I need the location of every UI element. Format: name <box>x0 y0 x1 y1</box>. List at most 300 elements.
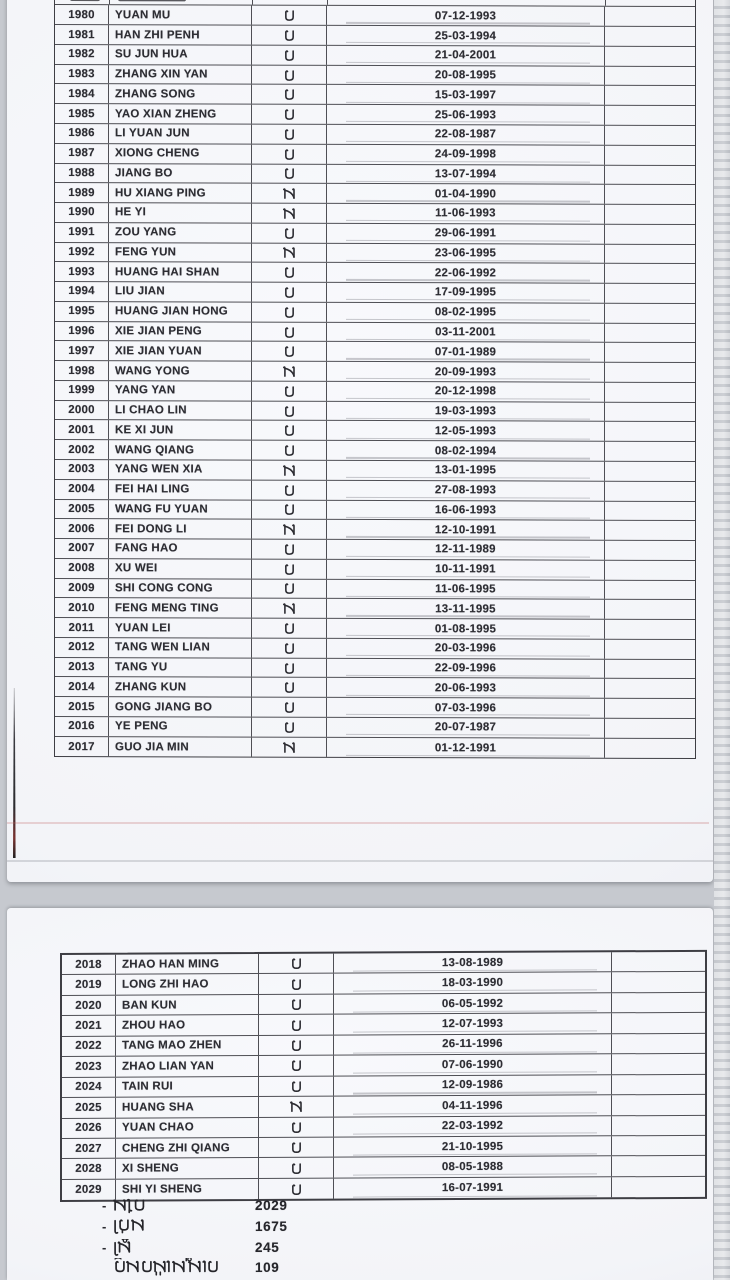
cell-name: XI SHENG <box>116 1158 259 1178</box>
cell-name: LONG ZHI HAO <box>116 974 259 994</box>
gender-male-khmer-bo-glyph <box>289 1120 304 1135</box>
gender-male-khmer-bo-glyph <box>282 87 297 102</box>
cell-name: HUANG HAI SHAN <box>109 263 252 282</box>
cell-name: YANG WEN XIA <box>109 460 252 479</box>
cell-name: HUANG JIAN HONG <box>109 302 252 321</box>
cell-no: 1990 <box>55 203 109 222</box>
dash-bullet: - <box>102 1218 107 1234</box>
gender-male-khmer-bo-glyph <box>289 1079 304 1094</box>
khmer-word-male-glyphs <box>112 1217 145 1235</box>
cell-name: ZHAO LIAN YAN <box>116 1056 259 1076</box>
gender-male-khmer-bo-glyph <box>289 997 304 1012</box>
roster-table-page2 <box>60 950 707 1202</box>
cell-blank <box>612 972 705 992</box>
cell-name: TAIN RUI <box>116 1077 259 1097</box>
cell-blank <box>605 422 695 441</box>
cell-dob: 13-11-1995 <box>327 599 605 619</box>
table-row <box>55 381 695 403</box>
cell-gender <box>252 6 327 25</box>
cell-no: 2005 <box>55 500 109 519</box>
cell-dob: 18-03-1990 <box>334 973 612 994</box>
cell-name: WANG FU YUAN <box>109 500 252 519</box>
cell-no: 2013 <box>55 658 109 677</box>
cell-gender <box>252 263 327 282</box>
dash-bullet: - <box>102 1197 107 1213</box>
cell-gender <box>252 105 327 124</box>
cell-dob: 21-04-2001 <box>327 46 605 66</box>
cell-blank <box>605 501 695 520</box>
cell-no: 2028 <box>62 1159 116 1179</box>
cell-gender <box>252 283 327 302</box>
cell-blank <box>605 86 695 105</box>
cell-blank <box>612 1136 705 1156</box>
table-row <box>55 84 695 106</box>
gender-male-khmer-bo-glyph <box>282 265 297 280</box>
table-row <box>55 124 695 146</box>
cell-no: 1993 <box>55 262 109 281</box>
cell-blank <box>605 343 695 362</box>
summary-value-total: 2029 <box>255 1197 288 1213</box>
cell-no: 2023 <box>62 1057 116 1077</box>
cell-gender <box>252 184 327 203</box>
cell-no: 1998 <box>55 361 109 380</box>
cell-blank <box>605 66 695 85</box>
gender-male-khmer-bo-glyph <box>282 28 297 43</box>
gender-male-khmer-bo-glyph <box>282 423 297 438</box>
cell-blank <box>605 442 695 461</box>
gender-male-khmer-bo-glyph <box>289 1038 304 1053</box>
cutoff-text-smudge <box>118 0 186 1</box>
table-row <box>55 341 695 363</box>
khmer-word-unspecified-glyphs <box>112 1258 218 1276</box>
table-row <box>55 401 695 423</box>
cell-gender <box>252 65 327 84</box>
cell-no: 2022 <box>62 1036 116 1056</box>
cell-name: HAN ZHI PENH <box>109 25 252 44</box>
cell-gender <box>252 223 327 242</box>
table-row <box>55 183 695 205</box>
cell-gender <box>259 974 334 994</box>
table-row <box>55 302 695 324</box>
cell-dob: 22-09-1996 <box>327 659 605 679</box>
gender-male-khmer-bo-glyph <box>282 660 297 675</box>
cell-name: ZHANG KUN <box>109 678 252 697</box>
scan-red-line-artifact <box>7 822 709 824</box>
cell-gender <box>259 1056 334 1076</box>
gender-male-khmer-bo-glyph <box>282 700 297 715</box>
cell-dob: 26-11-1996 <box>334 1034 612 1055</box>
cell-no: 2006 <box>55 519 109 538</box>
gender-female-khmer-so-glyph <box>282 740 297 755</box>
khmer-word-female-glyphs <box>112 1239 133 1256</box>
cell-dob: 16-06-1993 <box>327 500 605 520</box>
cell-dob: 12-11-1989 <box>327 540 605 560</box>
cell-gender <box>259 1035 334 1055</box>
cell-gender <box>252 480 327 499</box>
cell-gender <box>252 204 327 223</box>
cell-no: 2010 <box>55 598 109 617</box>
gender-male-khmer-bo-glyph <box>282 107 297 122</box>
gender-male-khmer-bo-glyph <box>282 720 297 735</box>
cell-gender <box>252 540 327 559</box>
cell-dob: 24-09-1998 <box>327 145 605 165</box>
cell-name: FENG MENG TING <box>109 599 252 618</box>
table-row <box>55 262 695 284</box>
cell-blank <box>612 952 705 972</box>
table-row <box>62 1177 705 1201</box>
summary-value-female: 245 <box>255 1239 280 1255</box>
gender-male-khmer-bo-glyph <box>282 680 297 695</box>
gender-male-khmer-bo-glyph <box>282 581 297 596</box>
cell-gender <box>252 421 327 440</box>
cell-blank <box>605 679 695 698</box>
gender-male-khmer-bo-glyph <box>289 1140 304 1155</box>
cell-blank <box>605 600 695 619</box>
cell-no: 1988 <box>55 164 109 183</box>
cell-gender <box>252 302 327 321</box>
cell-dob: 20-06-1993 <box>327 678 605 698</box>
table-body <box>62 952 705 1200</box>
gender-female-khmer-so-glyph <box>282 206 297 221</box>
roster-table-page1 <box>54 0 696 760</box>
cell-blank <box>605 47 695 66</box>
cell-dob: 10-11-1991 <box>327 560 605 580</box>
table-row <box>55 618 695 640</box>
cell-blank <box>605 640 695 659</box>
cell-dob: 22-08-1987 <box>327 125 605 145</box>
cell-dob: 19-03-1993 <box>327 402 605 422</box>
cell-no: 2000 <box>55 401 109 420</box>
cell-gender <box>252 599 327 618</box>
cell-blank <box>605 165 695 184</box>
cell-no: 2020 <box>62 996 116 1016</box>
khmer-label-female <box>112 1239 133 1256</box>
cell-blank <box>605 659 695 678</box>
table-row <box>55 65 695 87</box>
gender-female-khmer-so-glyph <box>282 601 297 616</box>
gender-male-khmer-bo-glyph <box>282 403 297 418</box>
cell-blank <box>605 699 695 718</box>
cell-gender <box>252 85 327 104</box>
photo-edge-strip <box>714 0 730 1280</box>
cell-name: LI CHAO LIN <box>109 401 252 420</box>
cell-name: ZHANG XIN YAN <box>109 65 252 84</box>
gender-male-khmer-bo-glyph <box>282 48 297 63</box>
cell-dob: 20-09-1993 <box>327 362 605 382</box>
cell-no: 1981 <box>55 25 109 44</box>
khmer-word-total-glyphs <box>112 1197 146 1214</box>
cell-dob: 12-05-1993 <box>327 421 605 441</box>
gender-female-khmer-so-glyph <box>282 364 297 379</box>
table-row <box>55 460 695 482</box>
cell-dob: 15-03-1997 <box>327 85 605 105</box>
gender-male-khmer-bo-glyph <box>282 127 297 142</box>
cell-dob: 03-11-2001 <box>327 322 605 342</box>
cell-no: 1985 <box>55 104 109 123</box>
table-row <box>55 638 695 660</box>
cell-name: LIU JIAN <box>109 282 252 301</box>
cell-dob: 06-05-1992 <box>334 993 612 1014</box>
cell-no: 2008 <box>55 559 109 578</box>
cell-no: 1991 <box>55 223 109 242</box>
cell-gender <box>252 144 327 163</box>
cell-blank <box>605 462 695 481</box>
cell-gender <box>252 125 327 144</box>
cell-blank <box>605 363 695 382</box>
cell-name: KE XI JUN <box>109 421 252 440</box>
cell-gender <box>259 954 334 974</box>
cell-dob: 08-02-1994 <box>327 441 605 461</box>
summary-line-unspecified <box>102 1257 280 1277</box>
cell-gender <box>252 461 327 480</box>
scanned-page-1 <box>7 0 713 882</box>
cell-blank <box>605 541 695 560</box>
cell-dob: 29-06-1991 <box>327 224 605 244</box>
column-divider <box>109 0 110 5</box>
gender-male-khmer-bo-glyph <box>282 304 297 319</box>
cell-name: WANG QIANG <box>109 440 252 459</box>
cell-no: 2029 <box>62 1180 116 1201</box>
cell-dob: 20-12-1998 <box>327 382 605 402</box>
cell-blank <box>612 1115 705 1135</box>
summary-value-male: 1675 <box>255 1218 288 1234</box>
column-divider <box>605 0 606 6</box>
cell-dob: 07-12-1993 <box>327 6 605 26</box>
cell-dob: 07-03-1996 <box>327 698 605 718</box>
table-row <box>55 282 695 304</box>
cell-name: YUAN LEI <box>109 618 252 637</box>
cell-blank <box>605 284 695 303</box>
gender-male-khmer-bo-glyph <box>282 561 297 576</box>
cell-name: FEI HAI LING <box>109 480 252 499</box>
cell-blank <box>605 7 695 26</box>
cell-dob: 13-07-1994 <box>327 164 605 184</box>
scan-smear-artifact <box>7 860 713 862</box>
cell-no: 2027 <box>62 1139 116 1159</box>
cell-blank <box>605 106 695 125</box>
cell-no: 1987 <box>55 144 109 163</box>
table-row <box>55 203 695 225</box>
gender-male-khmer-bo-glyph <box>282 502 297 517</box>
cell-blank <box>612 1054 705 1074</box>
table-row <box>55 440 695 462</box>
cell-no: 2007 <box>55 539 109 558</box>
gender-male-khmer-bo-glyph <box>289 976 304 991</box>
cell-blank <box>605 402 695 421</box>
table-row <box>55 5 695 27</box>
cell-name: XU WEI <box>109 559 252 578</box>
cell-name: XIE JIAN PENG <box>109 322 252 341</box>
cell-gender <box>252 737 327 757</box>
cell-dob: 11-06-1995 <box>327 579 605 599</box>
gender-male-khmer-bo-glyph <box>282 482 297 497</box>
cell-gender <box>252 401 327 420</box>
gender-male-khmer-bo-glyph <box>282 344 297 359</box>
cell-no: 2017 <box>55 737 109 757</box>
gender-male-khmer-bo-glyph <box>282 640 297 655</box>
table-row <box>55 322 695 344</box>
cell-blank <box>605 521 695 540</box>
cell-blank <box>612 1095 705 1115</box>
cell-blank <box>605 27 695 46</box>
gender-male-khmer-bo-glyph <box>289 1160 304 1175</box>
cell-gender <box>252 520 327 539</box>
summary-line-female <box>102 1237 280 1257</box>
cell-dob: 16-07-1991 <box>334 1177 612 1199</box>
cell-name: YANG YAN <box>109 381 252 400</box>
cell-name: GONG JIANG BO <box>109 697 252 716</box>
cell-blank <box>612 1177 705 1198</box>
table-row <box>55 737 695 759</box>
cell-no: 1994 <box>55 282 109 301</box>
cell-gender <box>252 619 327 638</box>
cell-no: 1995 <box>55 302 109 321</box>
cell-gender <box>259 1076 334 1096</box>
cell-dob: 01-08-1995 <box>327 619 605 639</box>
gender-female-khmer-so-glyph <box>282 522 297 537</box>
cell-no: 2026 <box>62 1118 116 1138</box>
cell-blank <box>612 1034 705 1054</box>
cell-dob: 22-03-1992 <box>334 1116 612 1137</box>
cell-no: 2016 <box>55 717 109 736</box>
cell-no: 2004 <box>55 480 109 499</box>
cell-name: ZOU YANG <box>109 223 252 242</box>
cell-dob: 22-06-1992 <box>327 263 605 283</box>
cell-name: YUAN MU <box>109 6 252 25</box>
cell-dob: 25-03-1994 <box>327 26 605 46</box>
cell-blank <box>605 561 695 580</box>
gender-male-khmer-bo-glyph <box>282 166 297 181</box>
cell-blank <box>605 323 695 342</box>
cell-no: 2018 <box>62 955 116 975</box>
cell-gender <box>252 718 327 737</box>
cell-name: YUAN CHAO <box>116 1118 259 1138</box>
cell-no: 2001 <box>55 420 109 439</box>
cell-name: TANG MAO ZHEN <box>116 1036 259 1056</box>
cell-dob: 07-06-1990 <box>334 1054 612 1075</box>
cell-gender <box>252 658 327 677</box>
cell-gender <box>252 26 327 45</box>
cell-gender <box>259 1097 334 1117</box>
cell-gender <box>259 1178 334 1199</box>
cell-dob: 12-10-1991 <box>327 520 605 540</box>
cell-no: 2024 <box>62 1077 116 1097</box>
table-row <box>55 500 695 522</box>
cell-no: 2015 <box>55 697 109 716</box>
cell-dob: 12-07-1993 <box>334 1014 612 1035</box>
table-row <box>55 361 695 383</box>
cell-gender <box>252 322 327 341</box>
cell-blank <box>605 264 695 283</box>
cell-gender <box>252 243 327 262</box>
cell-dob: 21-10-1995 <box>334 1136 612 1157</box>
gender-male-khmer-bo-glyph <box>282 324 297 339</box>
cell-name: ZHAO HAN MING <box>116 954 259 974</box>
table-row <box>55 598 695 620</box>
cell-name: YAO XIAN ZHENG <box>109 104 252 123</box>
cell-dob: 07-01-1989 <box>327 342 605 362</box>
column-divider <box>252 0 253 5</box>
cell-name: CHENG ZHI QIANG <box>116 1138 259 1158</box>
cell-gender <box>252 362 327 381</box>
cell-name: TANG WEN LIAN <box>109 638 252 657</box>
cell-dob: 13-08-1989 <box>334 952 612 973</box>
cell-gender <box>252 678 327 697</box>
cell-dob: 27-08-1993 <box>327 481 605 501</box>
summary-line-total <box>102 1195 288 1215</box>
cell-name: YE PENG <box>109 717 252 736</box>
cell-gender <box>252 342 327 361</box>
table-row <box>55 480 695 502</box>
cell-blank <box>612 1156 705 1176</box>
table-row <box>55 579 695 601</box>
cell-dob: 17-09-1995 <box>327 283 605 303</box>
cell-name: FEI DONG LI <box>109 519 252 538</box>
table-row <box>55 144 695 166</box>
column-divider <box>327 0 328 5</box>
cell-no: 2012 <box>55 638 109 657</box>
cell-gender <box>252 500 327 519</box>
cell-no: 1986 <box>55 124 109 143</box>
gender-female-khmer-so-glyph <box>282 245 297 260</box>
cell-no: 2009 <box>55 579 109 598</box>
cell-blank <box>605 620 695 639</box>
cell-no: 2014 <box>55 677 109 696</box>
cell-gender <box>252 698 327 717</box>
cell-no: 1983 <box>55 65 109 84</box>
cell-dob: 20-07-1987 <box>327 718 605 738</box>
cell-blank <box>605 126 695 145</box>
cell-dob: 25-06-1993 <box>327 105 605 125</box>
gender-male-khmer-bo-glyph <box>289 1058 304 1073</box>
summary-value-unspecified: 109 <box>255 1259 280 1275</box>
gender-female-khmer-so-glyph <box>289 1099 304 1114</box>
table-body <box>55 5 695 758</box>
cell-blank <box>605 145 695 164</box>
cell-dob: 12-09-1986 <box>334 1075 612 1096</box>
cell-name: WANG YONG <box>109 361 252 380</box>
cell-gender <box>252 639 327 658</box>
cell-blank <box>605 244 695 263</box>
cell-no: 2021 <box>62 1016 116 1036</box>
cell-no: 1989 <box>55 183 109 202</box>
cell-gender <box>259 995 334 1015</box>
cell-blank <box>605 580 695 599</box>
gender-male-khmer-bo-glyph <box>282 384 297 399</box>
gender-female-khmer-so-glyph <box>282 463 297 478</box>
khmer-label-unspecified <box>112 1258 218 1276</box>
cell-dob: 04-11-1996 <box>334 1095 612 1116</box>
table-row <box>55 717 695 739</box>
table-row <box>55 519 695 541</box>
gender-male-khmer-bo-glyph <box>282 621 297 636</box>
cell-dob: 08-05-1988 <box>334 1157 612 1178</box>
cell-dob: 01-04-1990 <box>327 184 605 204</box>
cell-gender <box>252 164 327 183</box>
table-row <box>55 658 695 680</box>
khmer-label-total <box>112 1197 146 1214</box>
cell-name: ZHOU HAO <box>116 1015 259 1035</box>
cell-no: 1980 <box>55 5 109 24</box>
cell-name: FANG HAO <box>109 539 252 558</box>
paper-fold-artifact <box>13 688 16 858</box>
khmer-label-male <box>112 1217 145 1235</box>
cell-blank <box>612 1074 705 1094</box>
cell-name: XIE JIAN YUAN <box>109 342 252 361</box>
cell-gender <box>252 441 327 460</box>
gender-male-khmer-bo-glyph <box>289 1181 304 1196</box>
cell-name: SHI YI SHENG <box>116 1179 259 1200</box>
